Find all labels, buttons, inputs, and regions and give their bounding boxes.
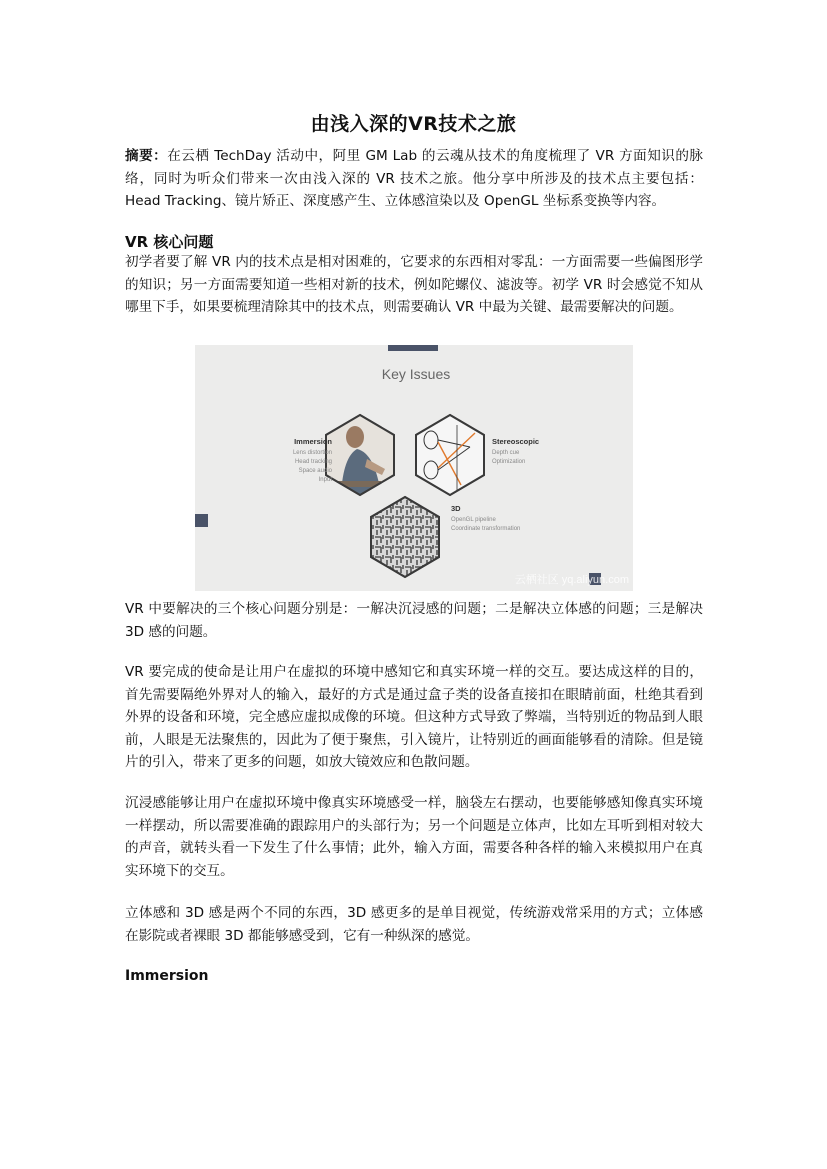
section-intro-paragraph: 初学者要了解 VR 内的技术点是相对困难的，它要求的东西相对零乱：一方面需要一些偏图形学的知识；另一方面需要知道一些相对新的技术，例如陀螺仪、滤波等。初学 VR 时会感觉不知从哪里下手，如果要梳理清除其中的技术点，则需要确认 VR 中最为关键、最需要解决的问题。 [125,254,703,316]
key-issues-slide [195,345,633,591]
three-d-label: 3D [451,504,461,513]
key-issues-figure [195,345,633,591]
paragraph: 沉浸感能够让用户在虚拟环境中像真实环境感受一样，脑袋左右摆动，也要能够感知像真实环境一样摆动，所以需要准确的跟踪用户的头部行为；另一个问题是立体声，比如左耳听到相对较大的声音，就转头看一下发生了什么事情；此外，输入方面，需要各种各样的输入来模拟用户在真实环境下的交互。 [125,795,703,879]
section-heading-vr-core: VR 核心问题 [125,233,214,251]
paragraph: 立体感和 3D 感是两个不同的东西，3D 感更多的是单目视觉，传统游戏常采用的方式；立体感在影院或者裸眼 3D 都能够感受到，它有一种纵深的感觉。 [125,905,703,944]
watermark-text: 云栖社区 yq.aliyun.com [514,574,629,586]
document-title: 由浅入深的VR技术之旅 [310,113,517,135]
immersion-label: Immersion [294,437,332,446]
immersion-item: Space audio [298,468,332,474]
abstract-label: 摘要： [125,148,168,164]
abstract-text: 在云栖 TechDay 活动中，阿里 GM Lab 的云魂从技术的角度梳理了 VR 方面知识的脉络，同时为听众们带来一次由浅入深的 VR 技术之旅。他分享中所涉及的技术点主要包括：Head Tracking、镜片矫正、深度感产生、立体感渲染以及 OpenGL 坐标系变换等内容。 [125,148,704,210]
three-d-item: OpenGL pipeline [451,517,496,523]
slide-top-marker [388,345,438,351]
paragraph: VR 中要解决的三个核心问题分别是：一解决沉浸感的问题；二是解决立体感的问题；三是解决 3D 感的问题。 [125,601,703,640]
abstract-paragraph [125,145,703,213]
stereoscopic-item: Optimization [492,459,526,465]
section-heading-immersion: Immersion [125,968,209,984]
slide-left-marker [195,514,208,527]
paragraph: VR 要完成的使命是让用户在虚拟的环境中感知它和真实环境一样的交互。要达成这样的目的，首先需要隔绝外界对人的输入，最好的方式是通过盒子类的设备直接扣在眼睛前面，杜绝其看到外界的设备和环境，完全感应虚拟成像的环境。但这种方式导致了弊端，当特别近的物品到人眼前，人眼是无法聚焦的，因此为了便于聚焦，引入镜片，让特别近的画面能够看的清除。但是镜片的引入，带来了更多的问题，如放大镜效应和色散问题。 [125,664,703,771]
immersion-item: Lens distortion [292,450,332,456]
stereoscopic-item: Depth cue [492,450,520,456]
immersion-item: Input [318,477,332,483]
stereoscopic-label: Stereoscopic [492,437,540,446]
three-d-item: Coordinate transformation [451,526,521,532]
slide-title: Key Issues [381,366,451,382]
immersion-item: Head tracking [294,459,332,465]
